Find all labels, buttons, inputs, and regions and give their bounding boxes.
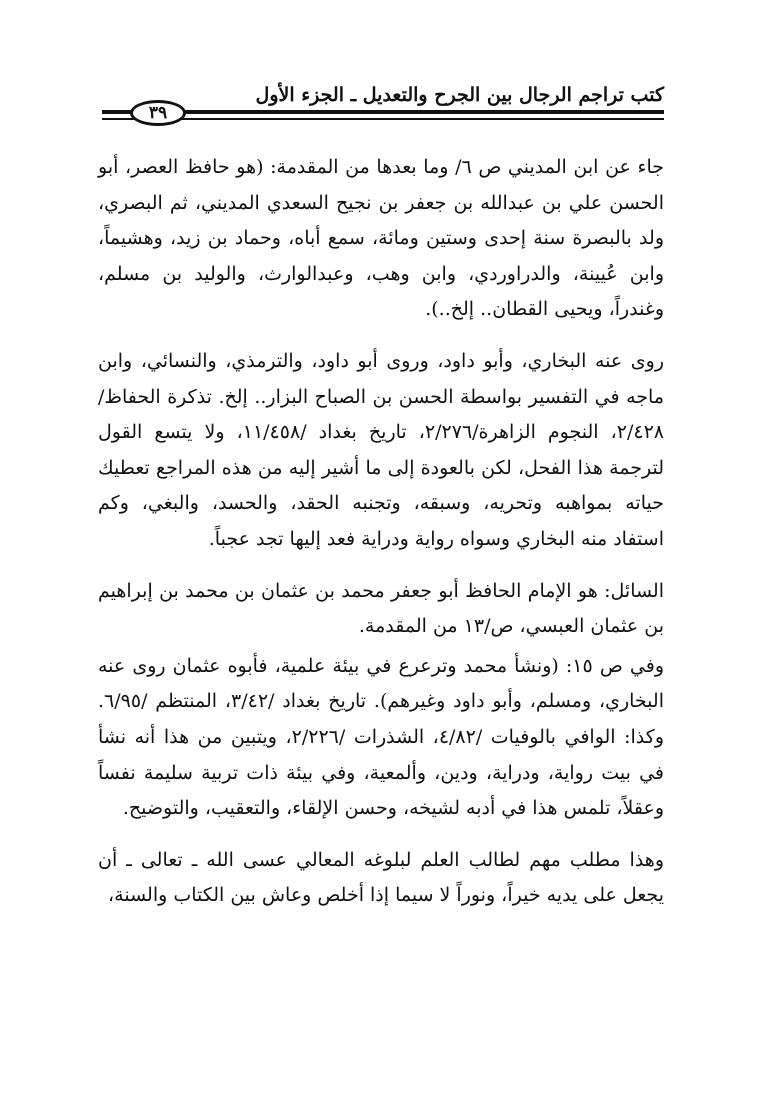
- page-header: [102, 84, 664, 130]
- running-title: كتب تراجم الرجال بين الجرح والتعديل ـ الجزء الأول: [255, 84, 664, 106]
- paragraph-3: السائل: هو الإمام الحافظ أبو جعفر محمد بن عثمان بن محمد بن إبراهيم بن عثمان العبسي، ص/١٣ من المقدمة.: [98, 579, 664, 638]
- paragraph-1: جاء عن ابن المديني ص ٦/ وما بعدها من المقدمة: (هو حافظ العصر، أبو الحسن علي بن عبدالله بن جعفر بن نجيح السعدي المديني، ثم البصري، ولد بالبصرة سنة إحدى وستين ومائة، سمع أباه، وحماد بن زيد، وهشيماً، وابن عُيينة، والدراوردي، وابن وهب، وعبدالوارث، والوليد بن مسلم، وغندراً، ويحيى القطان.. إلخ..).: [98, 156, 664, 321]
- body-text: [98, 150, 664, 914]
- page-number: ٣٩: [148, 103, 168, 123]
- header-rule-tip: [102, 111, 132, 114]
- header-rule-thick: [102, 110, 664, 114]
- paragraph-5: وهذا مطلب مهم لطالب العلم لبلوغه المعالي عسى الله ـ تعالى ـ أن يجعل على يديه خيراً، ونوراً لا سيما إذا أخلص وعاش بين الكتاب والسنة،: [98, 848, 664, 907]
- header-rule-thin: [102, 118, 664, 120]
- paragraph-2: روى عنه البخاري، وأبو داود، وروى أبو داود، والترمذي، والنسائي، وابن ماجه في التفسير بواسطة الحسن بن الصباح البزار.. إلخ. تذكرة الحفاظ/٢/٤٢٨، النجوم الزاهرة/٢/٢٧٦، تاريخ بغداد /١١/٤٥٨، ولا يتسع القول لترجمة هذا الفحل، لكن بالعودة إلى ما أشير إليه من هذه المراجع تعطيك حياته بمواهبه وتحريه، وسبقه، وتجنبه الحقد، والحسد، والبغي، وكم استفاد منه البخاري وسواه رواية ودراية فعد إليها تجد عجباً.: [98, 349, 665, 550]
- paragraph-4: وفي ص ١٥: (ونشأ محمد وترعرع في بيئة علمية، فأبوه عثمان روى عنه البخاري، ومسلم، وأبو داود وغيرهم). تاريخ بغداد /٣/٤٢، المنتظم /٦/٩٥. وكذا: الوافي بالوفيات /٤/٨٢، الشذرات /٢/٢٢٦، ويتبين من هذا أنه نشأ في بيت رواية، ودراية، ودين، وألمعية، وفي بيئة ذات تربية سليمة نفساً وعقلاً، تلمس هذا في أدبه لشيخه، وحسن الإلقاء، والتعقيب، والتوضيح.: [98, 654, 664, 820]
- page-number-badge: [130, 100, 186, 126]
